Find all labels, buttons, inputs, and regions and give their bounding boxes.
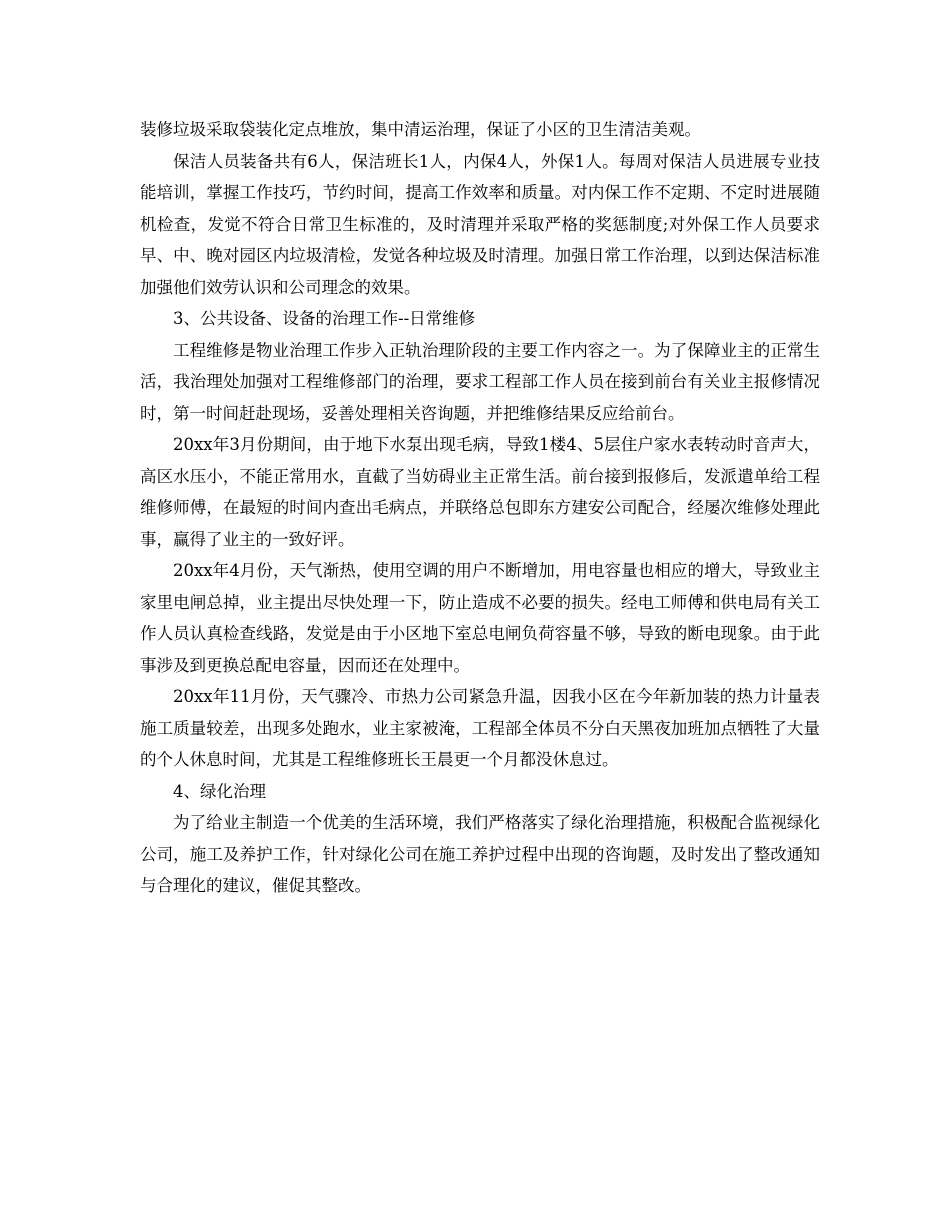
document-body (140, 114, 820, 902)
section-heading: 4、绿化治理 (173, 781, 266, 801)
paragraph: 20xx年3月份期间，由于地下水泵出现毛病，导致1楼4、5层住户家水表转动时音声大，高区水压小，不能正常用水，直截了当妨碍业主正常生活。前台接到报修后，发派遣单给工程维修师傅，在最短的时间内查出毛病点，并联络总包即东方建安公司配合，经屡次维修处理此事，赢得了业主的一致好评。 (140, 435, 820, 549)
paragraph: 为了给业主制造一个优美的生活环境，我们严格落实了绿化治理措施，积极配合监视绿化公司，施工及养护工作，针对绿化公司在施工养护过程中出现的咨询题，及时发出了整改通知与合理化的建议，催促其整改。 (140, 813, 820, 895)
paragraph: 保洁人员装备共有6人，保洁班长1人，内保4人，外保1人。每周对保洁人员进展专业技能培训，掌握工作技巧，节约时间，提高工作效率和质量。对内保工作不定期、不定时进展随机检查，发觉不符合日常卫生标准的，及时清理并采取严格的奖惩制度;对外保工作人员要求早、中、晚对园区内垃圾清检，发觉各种垃圾及时清理。加强日常工作治理，以到达保洁标准加强他们效劳认识和公司理念的效果。 (140, 151, 820, 297)
paragraph: 工程维修是物业治理工作步入正轨治理阶段的主要工作内容之一。为了保障业主的正常生活，我治理处加强对工程维修部门的治理，要求工程部工作人员在接到前台有关业主报修情况时，第一时间赶赴现场，妥善处理相关咨询题，并把维修结果反应给前台。 (140, 340, 820, 423)
paragraph: 装修垃圾采取袋装化定点堆放，集中清运治理，保证了小区的卫生清洁美观。 (140, 120, 701, 139)
paragraph: 20xx年4月份，天气渐热，使用空调的用户不断增加，用电容量也相应的增大，导致业主家里电闸总掉，业主提出尽快处理一下，防止造成不必要的损失。经电工师傅和供电局有关工作人员认真检查线路，发觉是由于小区地下室总电闸负荷容量不够，导致的断电现象。由于此事涉及到更换总配电容量，因而还在处理中。 (140, 561, 820, 675)
paragraph: 20xx年11月份，天气骤冷、市热力公司紧急升温，因我小区在今年新加装的热力计量表施工质量较差，出现多处跑水，业主家被淹，工程部全体员不分白天黑夜加班加点牺牲了大量的个人休息时间，尤其是工程维修班长王晨更一个月都没休息过。 (140, 687, 820, 769)
section-heading: 3、公共设备、设备的治理工作--日常维修 (173, 309, 476, 328)
